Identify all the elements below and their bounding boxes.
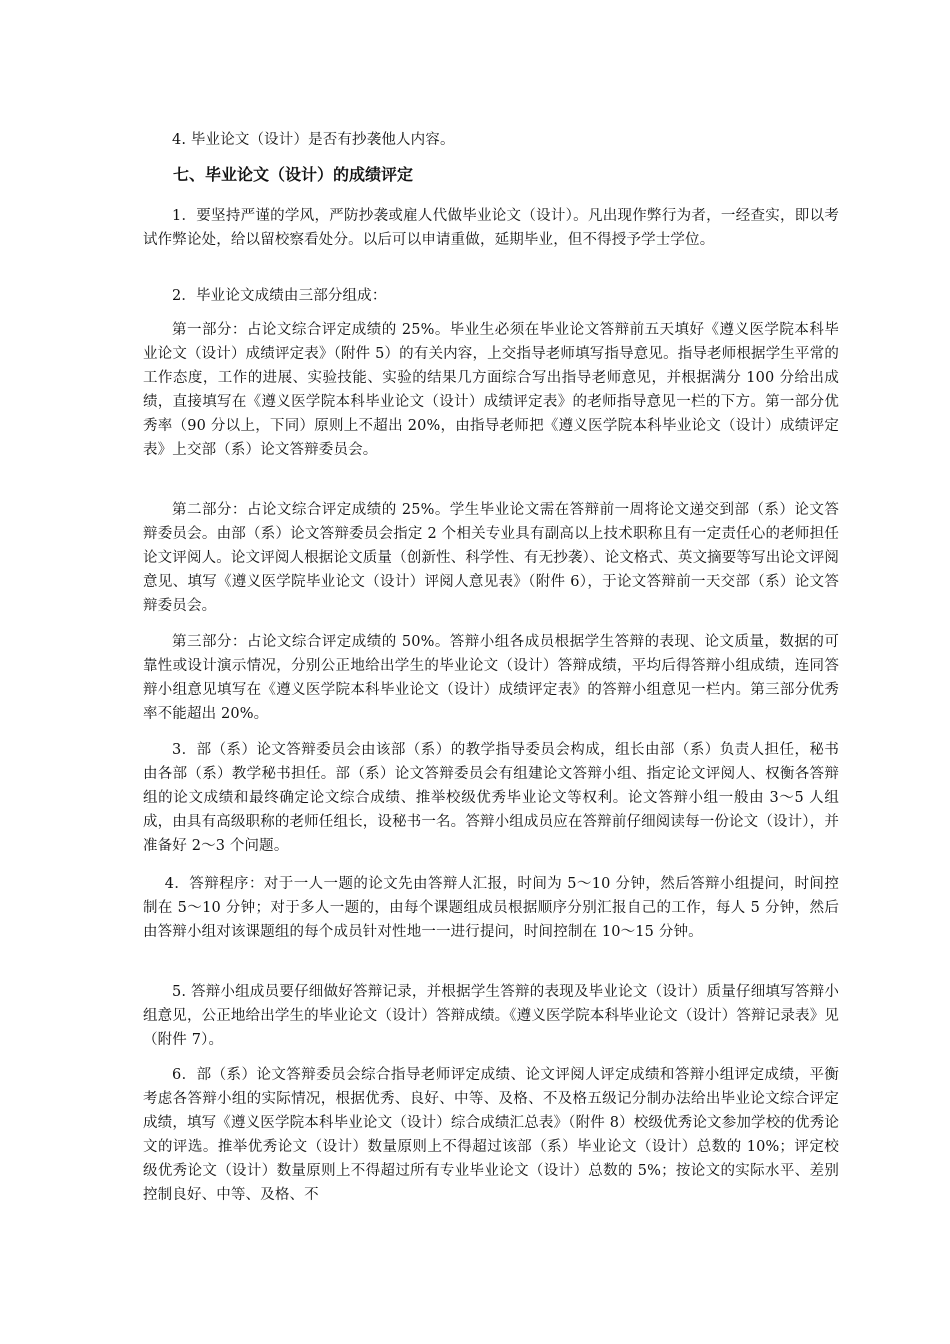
paragraph-1: 1．要坚持严谨的学风，严防抄袭或雇人代做毕业论文（设计）。凡出现作弊行为者，一经查实，即以考试作弊论处，给以留校察看处分。以后可以申请重做，延期毕业，但不得授予学士学位。 [143,208,839,248]
paragraph-part-3: 第三部分：占论文综合评定成绩的 50%。答辩小组各成员根据学生答辩的表现、论文质量，数据的可靠性或设计演示情况，分别公正地给出学生的毕业论文（设计）答辩成绩，平均后得答辩小组成绩，连同答辩小组意见填写在《遵义医学院本科毕业论文（设计）成绩评定表》的答辩小组意见一栏内。第三部分优秀率不能超出 20%。 [143,634,839,722]
paragraph-part-2: 第二部分：占论文综合评定成绩的 25%。学生毕业论文需在答辩前一周将论文递交到部（系）论文答辩委员会。由部（系）论文答辩委员会指定 2 个相关专业具有副高以上技术职称且有一定责任心的老师担任论文评阅人。论文评阅人根据论文质量（创新性、科学性、有无抄袭）、论文格式、英文摘要等写出论文评阅意见、填写《遵义医学院毕业论文（设计）评阅人意见表》（附件 6），于论文答辩前一天交部（系）论文答辩委员会。 [143,502,839,614]
paragraph-3: 3．部（系）论文答辩委员会由该部（系）的教学指导委员会构成，组长由部（系）负责人担任，秘书由各部（系）教学秘书担任。部（系）论文答辩委员会有组建论文答辩小组、指定论文评阅人、权衡各答辩组的论文成绩和最终确定论文综合成绩、推举校级优秀毕业论文等权利。论文答辩小组一般由 3～5 人组成，由具有高级职称的老师任组长，设秘书一名。答辩小组成员应在答辩前仔细阅读每一份论文（设计），并准备好 2～3 个问题。 [143,742,839,854]
paragraph-2: 2．毕业论文成绩由三部分组成： [172,288,387,304]
paragraph-6: 6．部（系）论文答辩委员会综合指导老师评定成绩、论文评阅人评定成绩和答辩小组评定成绩，平衡考虑各答辩小组的实际情况，根据优秀、良好、中等、及格、不及格五级记分制办法给出毕业论文综合评定成绩，填写《遵义医学院本科毕业论文（设计）综合成绩汇总表》（附件 8）校级优秀论文参加学校的优秀论文的评选。推举优秀论文（设计）数量原则上不得超过该部（系）毕业论文（设计）总数的 10%；评定校级优秀论文（设计）数量原则上不得超过所有专业毕业论文（设计）总数的 5%；按论文的实际水平、差别控制良好、中等、及格、不 [143,1067,839,1203]
paragraph-item-4: 4. 毕业论文（设计）是否有抄袭他人内容。 [172,132,455,148]
section-heading: 七、毕业论文（设计）的成绩评定 [173,165,414,184]
paragraph-part-1: 第一部分：占论文综合评定成绩的 25%。毕业生必须在毕业论文答辩前五天填好《遵义医学院本科毕业论文（设计）成绩评定表》（附件 5）的有关内容，上交指导老师填写指导意见。指导老师根据学生平常的工作态度，工作的进展、实验技能、实验的结果几方面综合写出指导老师意见，并根据满分 100 分给出成绩，直接填写在《遵义医学院本科毕业论文（设计）成绩评定表》的老师指导意见一栏的下方。第一部分优秀率（90 分以上，下同）原则上不超出 20%，由指导老师把《遵义医学院本科毕业论文（设计）成绩评定表》上交部（系）论文答辩委员会。 [143,322,839,458]
paragraph-4: 4．答辩程序：对于一人一题的论文先由答辩人汇报，时间为 5～10 分钟，然后答辩小组提问，时间控制在 5～10 分钟；对于多人一题的，由每个课题组成员根据顺序分别汇报自己的工作，每人 5 分钟，然后由答辩小组对该课题组的每个成员针对性地一一进行提问，时间控制在 10～15 分钟。 [143,876,839,940]
paragraph-5: 5. 答辩小组成员要仔细做好答辩记录，并根据学生答辩的表现及毕业论文（设计）质量仔细填写答辩小组意见，公正地给出学生的毕业论文（设计）答辩成绩。《遵义医学院本科毕业论文（设计）答辩记录表》见（附件 7）。 [143,984,839,1048]
